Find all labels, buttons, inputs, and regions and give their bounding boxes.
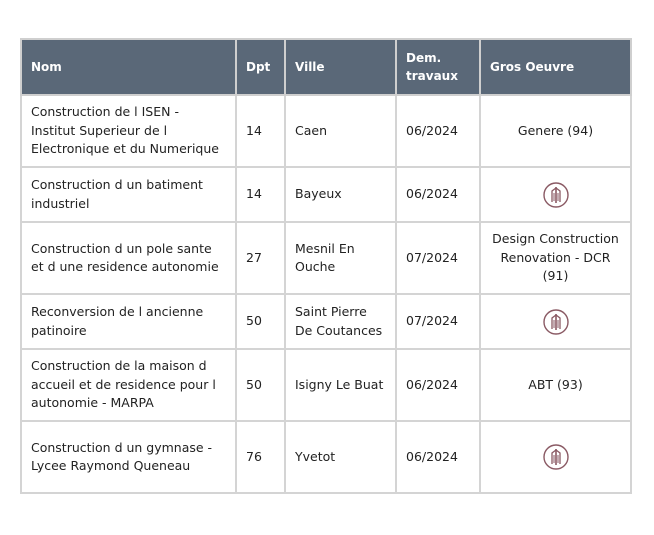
cell-ville: Saint Pierre De Coutances xyxy=(285,294,396,349)
table-row xyxy=(21,349,631,421)
cell-nom: Construction d un batiment industriel xyxy=(21,167,236,222)
header-gros-oeuvre: Gros Oeuvre xyxy=(480,39,631,95)
cell-nom: Construction d un pole sante et d une residence autonomie xyxy=(21,222,236,294)
header-dem-line2: travaux xyxy=(406,69,458,83)
cell-gros-oeuvre xyxy=(480,167,631,222)
cell-gros-oeuvre: ABT (93) xyxy=(480,349,631,421)
cell-nom: Construction d un gymnase - Lycee Raymond Queneau xyxy=(21,421,236,493)
header-dem-travaux xyxy=(396,39,480,95)
cell-nom: Reconversion de l ancienne patinoire xyxy=(21,294,236,349)
cell-ville: Mesnil En Ouche xyxy=(285,222,396,294)
table-row xyxy=(21,421,631,493)
projects-table-container xyxy=(20,38,630,494)
building-logo-icon[interactable] xyxy=(543,444,569,470)
cell-dem: 07/2024 xyxy=(396,294,480,349)
building-logo-icon[interactable] xyxy=(543,309,569,335)
cell-ville: Isigny Le Buat xyxy=(285,349,396,421)
cell-ville: Caen xyxy=(285,95,396,167)
header-ville: Ville xyxy=(285,39,396,95)
cell-dpt: 27 xyxy=(236,222,285,294)
cell-dpt: 76 xyxy=(236,421,285,493)
cell-gros-oeuvre: Design Construction Renovation - DCR (91) xyxy=(480,222,631,294)
cell-gros-oeuvre xyxy=(480,421,631,493)
table-row xyxy=(21,294,631,349)
cell-gros-oeuvre: Genere (94) xyxy=(480,95,631,167)
cell-dpt: 14 xyxy=(236,167,285,222)
cell-dem: 06/2024 xyxy=(396,167,480,222)
cell-ville: Bayeux xyxy=(285,167,396,222)
cell-gros-oeuvre xyxy=(480,294,631,349)
table-row xyxy=(21,167,631,222)
table-header-row xyxy=(21,39,631,95)
table-row xyxy=(21,95,631,167)
cell-dpt: 50 xyxy=(236,349,285,421)
cell-dpt: 14 xyxy=(236,95,285,167)
header-dem-line1: Dem. xyxy=(406,51,442,65)
header-nom: Nom xyxy=(21,39,236,95)
building-logo-icon[interactable] xyxy=(543,182,569,208)
cell-dem: 06/2024 xyxy=(396,349,480,421)
cell-dem: 06/2024 xyxy=(396,95,480,167)
cell-dem: 07/2024 xyxy=(396,222,480,294)
header-dpt: Dpt xyxy=(236,39,285,95)
projects-table xyxy=(20,38,632,494)
cell-dem: 06/2024 xyxy=(396,421,480,493)
cell-ville: Yvetot xyxy=(285,421,396,493)
cell-nom: Construction de la maison d accueil et de residence pour l autonomie - MARPA xyxy=(21,349,236,421)
table-row xyxy=(21,222,631,294)
cell-dpt: 50 xyxy=(236,294,285,349)
cell-nom: Construction de l ISEN - Institut Superieur de l Electronique et du Numerique xyxy=(21,95,236,167)
